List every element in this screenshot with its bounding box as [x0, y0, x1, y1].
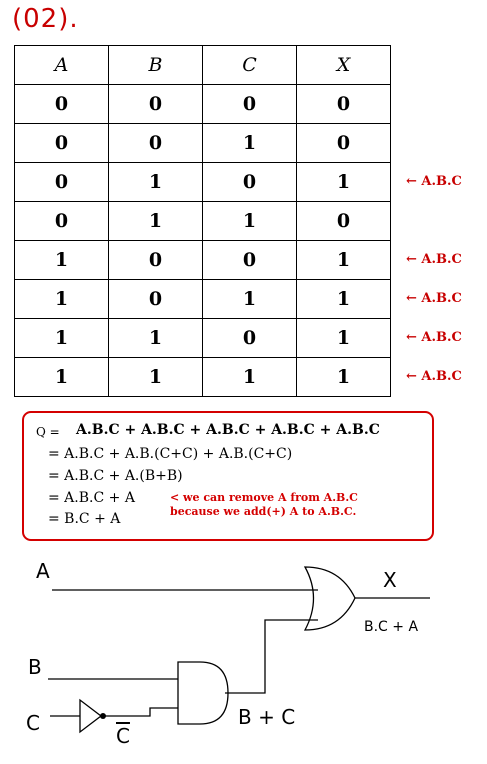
cell: 0	[109, 241, 203, 280]
table-row	[15, 319, 391, 358]
truth-table-header-row	[15, 46, 391, 85]
table-row	[15, 85, 391, 124]
minterm-annotation: ← A.B.C	[406, 369, 462, 384]
cell: 1	[203, 202, 297, 241]
q-label: Q =	[36, 425, 60, 439]
cell: 0	[109, 124, 203, 163]
cell: 1	[109, 202, 203, 241]
cell: 1	[297, 163, 391, 202]
cell: 0	[15, 202, 109, 241]
cell: 0	[203, 85, 297, 124]
input-b-label: B	[28, 655, 42, 679]
cell: 1	[15, 358, 109, 397]
and-output-expression: B + C	[238, 705, 296, 729]
not-gate	[80, 700, 101, 732]
note-line: < we can remove A from A.B.C	[170, 491, 358, 504]
cell: 1	[297, 358, 391, 397]
cell: 0	[109, 85, 203, 124]
and-gate	[178, 662, 228, 724]
expression-line: A.B.C + A.B.C + A.B.C + A.B.C + A.B.C	[76, 422, 380, 438]
cell: 0	[297, 202, 391, 241]
cell: 1	[109, 319, 203, 358]
expression-line: = A.B.C + A.(B+B)	[48, 468, 183, 484]
output-x-label: X	[383, 568, 397, 592]
input-a-label: A	[36, 559, 50, 583]
cell: 0	[203, 163, 297, 202]
expression-line: = B.C + A	[48, 511, 121, 527]
or-output-expression: B.C + A	[364, 619, 419, 635]
cell: 1	[297, 280, 391, 319]
table-row	[15, 280, 391, 319]
cell: 0	[297, 124, 391, 163]
table-row	[15, 163, 391, 202]
note-line: because we add(+) A to A.B.C.	[170, 505, 357, 518]
cell: 1	[297, 319, 391, 358]
cell: 1	[15, 280, 109, 319]
wire-and-to-or	[225, 620, 318, 693]
header-b: B	[109, 46, 203, 85]
cell: 0	[297, 85, 391, 124]
input-c-label: C	[26, 711, 40, 735]
cell: 1	[15, 319, 109, 358]
truth-table	[14, 45, 391, 397]
cell: 1	[203, 280, 297, 319]
cell: 0	[15, 85, 109, 124]
table-row	[15, 202, 391, 241]
not-bubble	[100, 713, 106, 719]
cell: 1	[203, 358, 297, 397]
expression-line: = A.B.C + A.B.(C+C) + A.B.(C+C)	[48, 446, 293, 462]
table-row	[15, 358, 391, 397]
c-not-label: $\overline{C}$	[116, 724, 130, 748]
simplification-box	[22, 411, 434, 541]
minterm-annotation: ← A.B.C	[406, 174, 462, 189]
cell: 0	[203, 319, 297, 358]
wire-not-to-and	[104, 708, 178, 716]
header-x: X	[297, 46, 391, 85]
minterm-annotation: ← A.B.C	[406, 291, 462, 306]
cell: 1	[109, 163, 203, 202]
expression-line: = A.B.C + A	[48, 490, 135, 506]
header-c: C	[203, 46, 297, 85]
cell: 1	[15, 241, 109, 280]
cell: 0	[15, 163, 109, 202]
minterm-annotation: ← A.B.C	[406, 330, 462, 345]
cell: 0	[109, 280, 203, 319]
logic-circuit	[0, 540, 487, 764]
problem-number: (02).	[12, 4, 79, 34]
cell: 1	[203, 124, 297, 163]
cell: 0	[15, 124, 109, 163]
header-a: A	[15, 46, 109, 85]
cell: 0	[203, 241, 297, 280]
table-row	[15, 241, 391, 280]
table-row	[15, 124, 391, 163]
cell: 1	[109, 358, 203, 397]
minterm-annotation: ← A.B.C	[406, 252, 462, 267]
cell: 1	[297, 241, 391, 280]
